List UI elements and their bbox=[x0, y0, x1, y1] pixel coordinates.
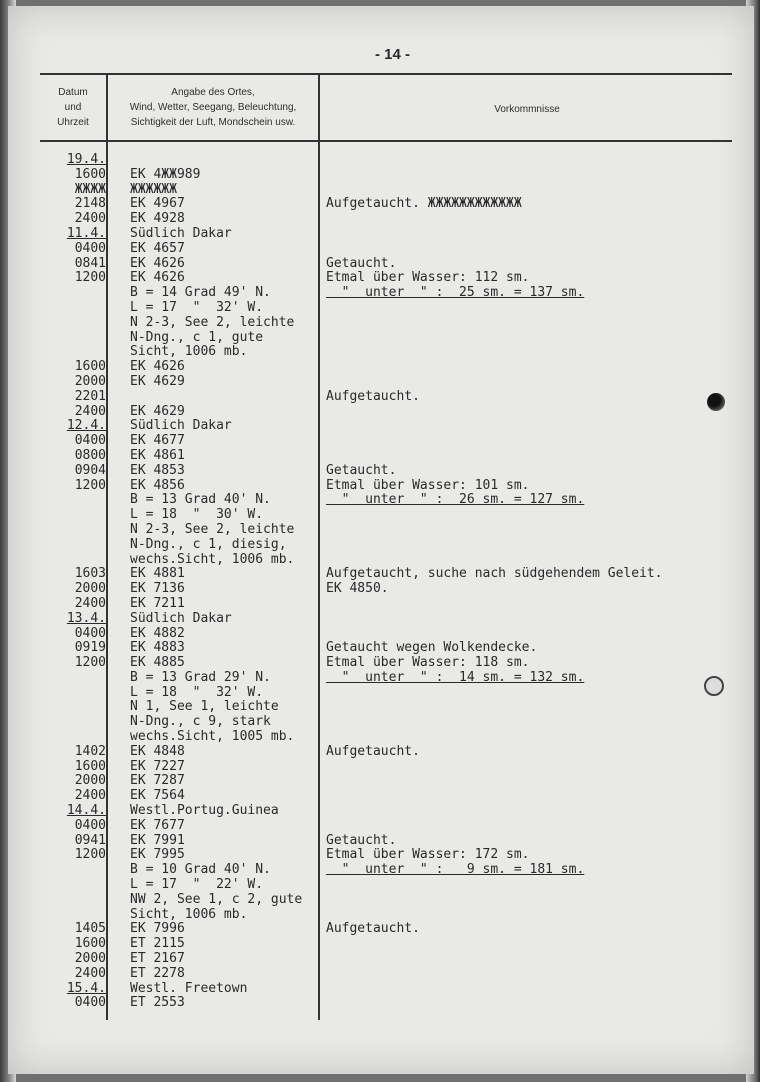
row-location: L = 17 " 32' W. bbox=[130, 299, 264, 315]
row-event bbox=[326, 937, 746, 952]
row-location: N-Dng., c 1, gute bbox=[130, 329, 264, 345]
row-date-time: 1600 bbox=[74, 166, 106, 182]
row-date-time: 2148 bbox=[74, 196, 106, 212]
row-event: Aufgetaucht. bbox=[326, 388, 420, 404]
row-date-time: 0800 bbox=[74, 447, 106, 463]
row-date-time bbox=[50, 893, 106, 908]
row-event bbox=[326, 360, 746, 375]
row-event bbox=[326, 316, 746, 331]
row-location: EK 7995 bbox=[130, 847, 185, 863]
row-location: ET 2167 bbox=[130, 951, 185, 967]
row-event bbox=[326, 597, 746, 612]
row-date-time: 1603 bbox=[74, 566, 106, 582]
row-event bbox=[326, 789, 746, 804]
row-location: ET 2115 bbox=[130, 936, 185, 952]
row-event bbox=[326, 183, 746, 198]
row-event bbox=[326, 375, 746, 390]
row-event bbox=[326, 523, 746, 538]
row-date-time: 1405 bbox=[74, 921, 106, 937]
row-date-time: 0400 bbox=[74, 240, 106, 256]
header-location-line-2: Wind, Wetter, Seegang, Beleuchtung, bbox=[129, 102, 297, 113]
row-event: Etmal über Wasser: 118 sm. bbox=[326, 655, 530, 671]
row-event bbox=[326, 996, 746, 1011]
row-date-time: 12.4. bbox=[66, 418, 106, 434]
row-event bbox=[326, 730, 746, 745]
row-event bbox=[326, 686, 746, 701]
row-date-time: ЖЖЖЖ bbox=[74, 181, 106, 197]
header-location bbox=[110, 85, 316, 130]
row-event bbox=[326, 553, 746, 568]
row-event bbox=[326, 508, 746, 523]
row-location: L = 18 " 30' W. bbox=[130, 507, 264, 523]
row-location: Sicht, 1006 mb. bbox=[130, 344, 248, 360]
row-event bbox=[326, 760, 746, 775]
row-location: Südlich Dakar bbox=[130, 610, 232, 626]
header-time-label: Uhrzeit bbox=[57, 117, 89, 128]
header-events: Vorkommnisse bbox=[494, 104, 560, 115]
row-location: EK 4882 bbox=[130, 625, 185, 641]
row-date-time: 0904 bbox=[74, 462, 106, 478]
events-column bbox=[326, 153, 746, 1011]
row-location: EK 7677 bbox=[130, 817, 185, 833]
row-date-time: 2000 bbox=[74, 373, 106, 389]
row-event bbox=[326, 982, 746, 997]
row-event bbox=[326, 227, 746, 242]
row-date-time: 14.4. bbox=[66, 803, 106, 819]
row-date-time: 11.4. bbox=[66, 225, 106, 241]
row-date-time bbox=[50, 345, 106, 360]
row-location: EK 4848 bbox=[130, 743, 185, 759]
row-location: Westl. Freetown bbox=[130, 980, 248, 996]
row-event: Aufgetaucht, suche nach südgehendem Geleit. bbox=[326, 566, 663, 582]
row-location: N 2-3, See 2, leichte bbox=[130, 314, 295, 330]
row-date-time bbox=[50, 331, 106, 346]
row-date-time: 13.4. bbox=[66, 610, 106, 626]
row-event bbox=[326, 612, 746, 627]
row-location: wechs.Sicht, 1006 mb. bbox=[130, 551, 295, 567]
row-location: EK 7564 bbox=[130, 788, 185, 804]
row-location: Südlich Dakar bbox=[130, 418, 232, 434]
row-date-time: 19.4. bbox=[66, 152, 106, 167]
row-location: EK 4881 bbox=[130, 566, 185, 582]
row-location bbox=[130, 153, 330, 168]
row-location: EK 4626 bbox=[130, 270, 185, 286]
row-event bbox=[326, 908, 746, 923]
row-location: EK 4861 bbox=[130, 447, 185, 463]
row-event: Aufgetaucht. ЖЖЖЖЖЖЖЖЖЖЖЖ bbox=[326, 196, 522, 212]
row-date-time: 0400 bbox=[74, 995, 106, 1011]
row-event: " unter " : 9 sm. = 181 sm. bbox=[326, 862, 585, 878]
row-date-time: 2000 bbox=[74, 951, 106, 967]
row-event bbox=[326, 627, 746, 642]
row-date-time: 2000 bbox=[74, 773, 106, 789]
row-event: " unter " : 25 sm. = 137 sm. bbox=[326, 285, 585, 301]
row-event: Aufgetaucht. bbox=[326, 743, 420, 759]
row-location: B = 10 Grad 40' N. bbox=[130, 862, 271, 878]
row-location: EK 7211 bbox=[130, 595, 185, 611]
row-location: EK 7991 bbox=[130, 832, 185, 848]
page-number: - 14 - bbox=[375, 46, 411, 63]
row-event bbox=[326, 819, 746, 834]
row-date-time: 15.4. bbox=[66, 980, 106, 996]
row-event: Etmal über Wasser: 101 sm. bbox=[326, 477, 530, 493]
row-location: EK 4856 bbox=[130, 477, 185, 493]
row-event bbox=[326, 242, 746, 257]
row-event bbox=[326, 331, 746, 346]
row-event: " unter " : 14 sm. = 132 sm. bbox=[326, 669, 585, 685]
row-event bbox=[326, 538, 746, 553]
row-location: Sicht, 1006 mb. bbox=[130, 906, 248, 922]
row-date-time: 2400 bbox=[74, 211, 106, 227]
row-event bbox=[326, 301, 746, 316]
row-event: Aufgetaucht. bbox=[326, 921, 420, 937]
row-date-time bbox=[50, 878, 106, 893]
row-location: EK 4853 bbox=[130, 462, 185, 478]
date-time-column bbox=[50, 153, 106, 1011]
row-date-time: 2400 bbox=[74, 965, 106, 981]
row-date-time: 2400 bbox=[74, 595, 106, 611]
row-location: L = 17 " 22' W. bbox=[130, 877, 264, 893]
row-date-time bbox=[50, 523, 106, 538]
row-date-time: 1600 bbox=[74, 758, 106, 774]
row-date-time bbox=[50, 715, 106, 730]
row-location: EK 4928 bbox=[130, 211, 185, 227]
row-event bbox=[326, 419, 746, 434]
row-location: wechs.Sicht, 1005 mb. bbox=[130, 729, 295, 745]
row-date-time: 2400 bbox=[74, 403, 106, 419]
row-location: EK 4ЖЖ989 bbox=[130, 166, 201, 182]
row-event bbox=[326, 893, 746, 908]
row-event bbox=[326, 405, 746, 420]
row-date-time: 1600 bbox=[74, 936, 106, 952]
row-location: B = 13 Grad 29' N. bbox=[130, 669, 271, 685]
row-date-time: 0919 bbox=[74, 640, 106, 656]
row-event bbox=[326, 434, 746, 449]
row-location: EK 7996 bbox=[130, 921, 185, 937]
row-date-time: 2201 bbox=[74, 388, 106, 404]
row-date-time: 0400 bbox=[74, 817, 106, 833]
row-location: B = 13 Grad 40' N. bbox=[130, 492, 271, 508]
location-column bbox=[130, 153, 330, 1011]
row-location: EK 4677 bbox=[130, 433, 185, 449]
row-date-time bbox=[50, 553, 106, 568]
row-event: EK 4850. bbox=[326, 581, 389, 597]
row-date-time bbox=[50, 286, 106, 301]
row-date-time bbox=[50, 316, 106, 331]
row-event: Getaucht. bbox=[326, 462, 397, 478]
row-location: ЖЖЖЖЖЖ bbox=[130, 181, 177, 197]
row-location: EK 4629 bbox=[130, 403, 185, 419]
row-event bbox=[326, 345, 746, 360]
row-date-time: 1402 bbox=[74, 743, 106, 759]
row-date-time: 0400 bbox=[74, 625, 106, 641]
row-event bbox=[326, 449, 746, 464]
row-date-time bbox=[50, 671, 106, 686]
row-location: EK 4967 bbox=[130, 196, 185, 212]
row-date-time bbox=[50, 730, 106, 745]
row-date-time: 0941 bbox=[74, 832, 106, 848]
row-location: EK 4883 bbox=[130, 640, 185, 656]
row-location: N 1, See 1, leichte bbox=[130, 699, 279, 715]
row-location: L = 18 " 32' W. bbox=[130, 684, 264, 700]
row-event bbox=[326, 967, 746, 982]
row-date-time bbox=[50, 908, 106, 923]
row-date-time bbox=[50, 686, 106, 701]
punch-hole-upper bbox=[707, 393, 725, 411]
header-and-label: und bbox=[64, 102, 82, 113]
row-date-time bbox=[50, 863, 106, 878]
row-location: ET 2278 bbox=[130, 965, 185, 981]
row-date-time: 2000 bbox=[74, 581, 106, 597]
row-event: " unter " : 26 sm. = 127 sm. bbox=[326, 492, 585, 508]
row-date-time bbox=[50, 700, 106, 715]
header-location-line-3: Sichtigkeit der Luft, Mondschein usw. bbox=[130, 117, 296, 128]
header-rule bbox=[40, 140, 732, 142]
row-location: EK 7287 bbox=[130, 773, 185, 789]
row-event bbox=[326, 804, 746, 819]
row-location: EK 4885 bbox=[130, 655, 185, 671]
row-location: N 2-3, See 2, leichte bbox=[130, 521, 295, 537]
header-date-time bbox=[42, 85, 104, 130]
row-event: Getaucht wegen Wolkendecke. bbox=[326, 640, 538, 656]
row-location: EK 7136 bbox=[130, 581, 185, 597]
row-event bbox=[326, 715, 746, 730]
row-location: EK 4657 bbox=[130, 240, 185, 256]
header-location-line-1: Angabe des Ortes, bbox=[171, 87, 255, 98]
row-event bbox=[326, 212, 746, 227]
row-date-time: 2400 bbox=[74, 788, 106, 804]
header-date-label: Datum bbox=[58, 87, 88, 98]
row-event bbox=[326, 700, 746, 715]
row-location: EK 4626 bbox=[130, 255, 185, 271]
row-location: Westl.Portug.Guinea bbox=[130, 803, 279, 819]
top-rule bbox=[40, 73, 732, 75]
row-location: EK 4629 bbox=[130, 373, 185, 389]
column-divider-1 bbox=[106, 75, 108, 1020]
row-event bbox=[326, 168, 746, 183]
row-event bbox=[326, 878, 746, 893]
row-event bbox=[326, 952, 746, 967]
row-date-time: 1200 bbox=[74, 655, 106, 671]
row-date-time: 0841 bbox=[74, 255, 106, 271]
row-location: N-Dng., c 9, stark bbox=[130, 714, 271, 730]
row-location: ET 2553 bbox=[130, 995, 185, 1011]
row-date-time: 1600 bbox=[74, 359, 106, 375]
row-event bbox=[326, 153, 746, 168]
row-date-time: 0400 bbox=[74, 433, 106, 449]
row-event: Getaucht. bbox=[326, 255, 397, 271]
row-date-time: 1200 bbox=[74, 270, 106, 286]
row-date-time: 1200 bbox=[74, 477, 106, 493]
row-location bbox=[130, 390, 330, 405]
row-location: EK 7227 bbox=[130, 758, 185, 774]
row-event: Getaucht. bbox=[326, 832, 397, 848]
row-event: Etmal über Wasser: 172 sm. bbox=[326, 847, 530, 863]
row-location: EK 4626 bbox=[130, 359, 185, 375]
row-event bbox=[326, 774, 746, 789]
row-date-time bbox=[50, 301, 106, 316]
row-location: B = 14 Grad 49' N. bbox=[130, 285, 271, 301]
punch-hole-lower bbox=[704, 676, 724, 696]
row-location: Südlich Dakar bbox=[130, 225, 232, 241]
row-event: Etmal über Wasser: 112 sm. bbox=[326, 270, 530, 286]
row-location: N-Dng., c 1, diesig, bbox=[130, 536, 287, 552]
row-date-time: 1200 bbox=[74, 847, 106, 863]
row-location: NW 2, See 1, c 2, gute bbox=[130, 891, 303, 907]
row-date-time bbox=[50, 538, 106, 553]
row-date-time bbox=[50, 508, 106, 523]
row-date-time bbox=[50, 493, 106, 508]
